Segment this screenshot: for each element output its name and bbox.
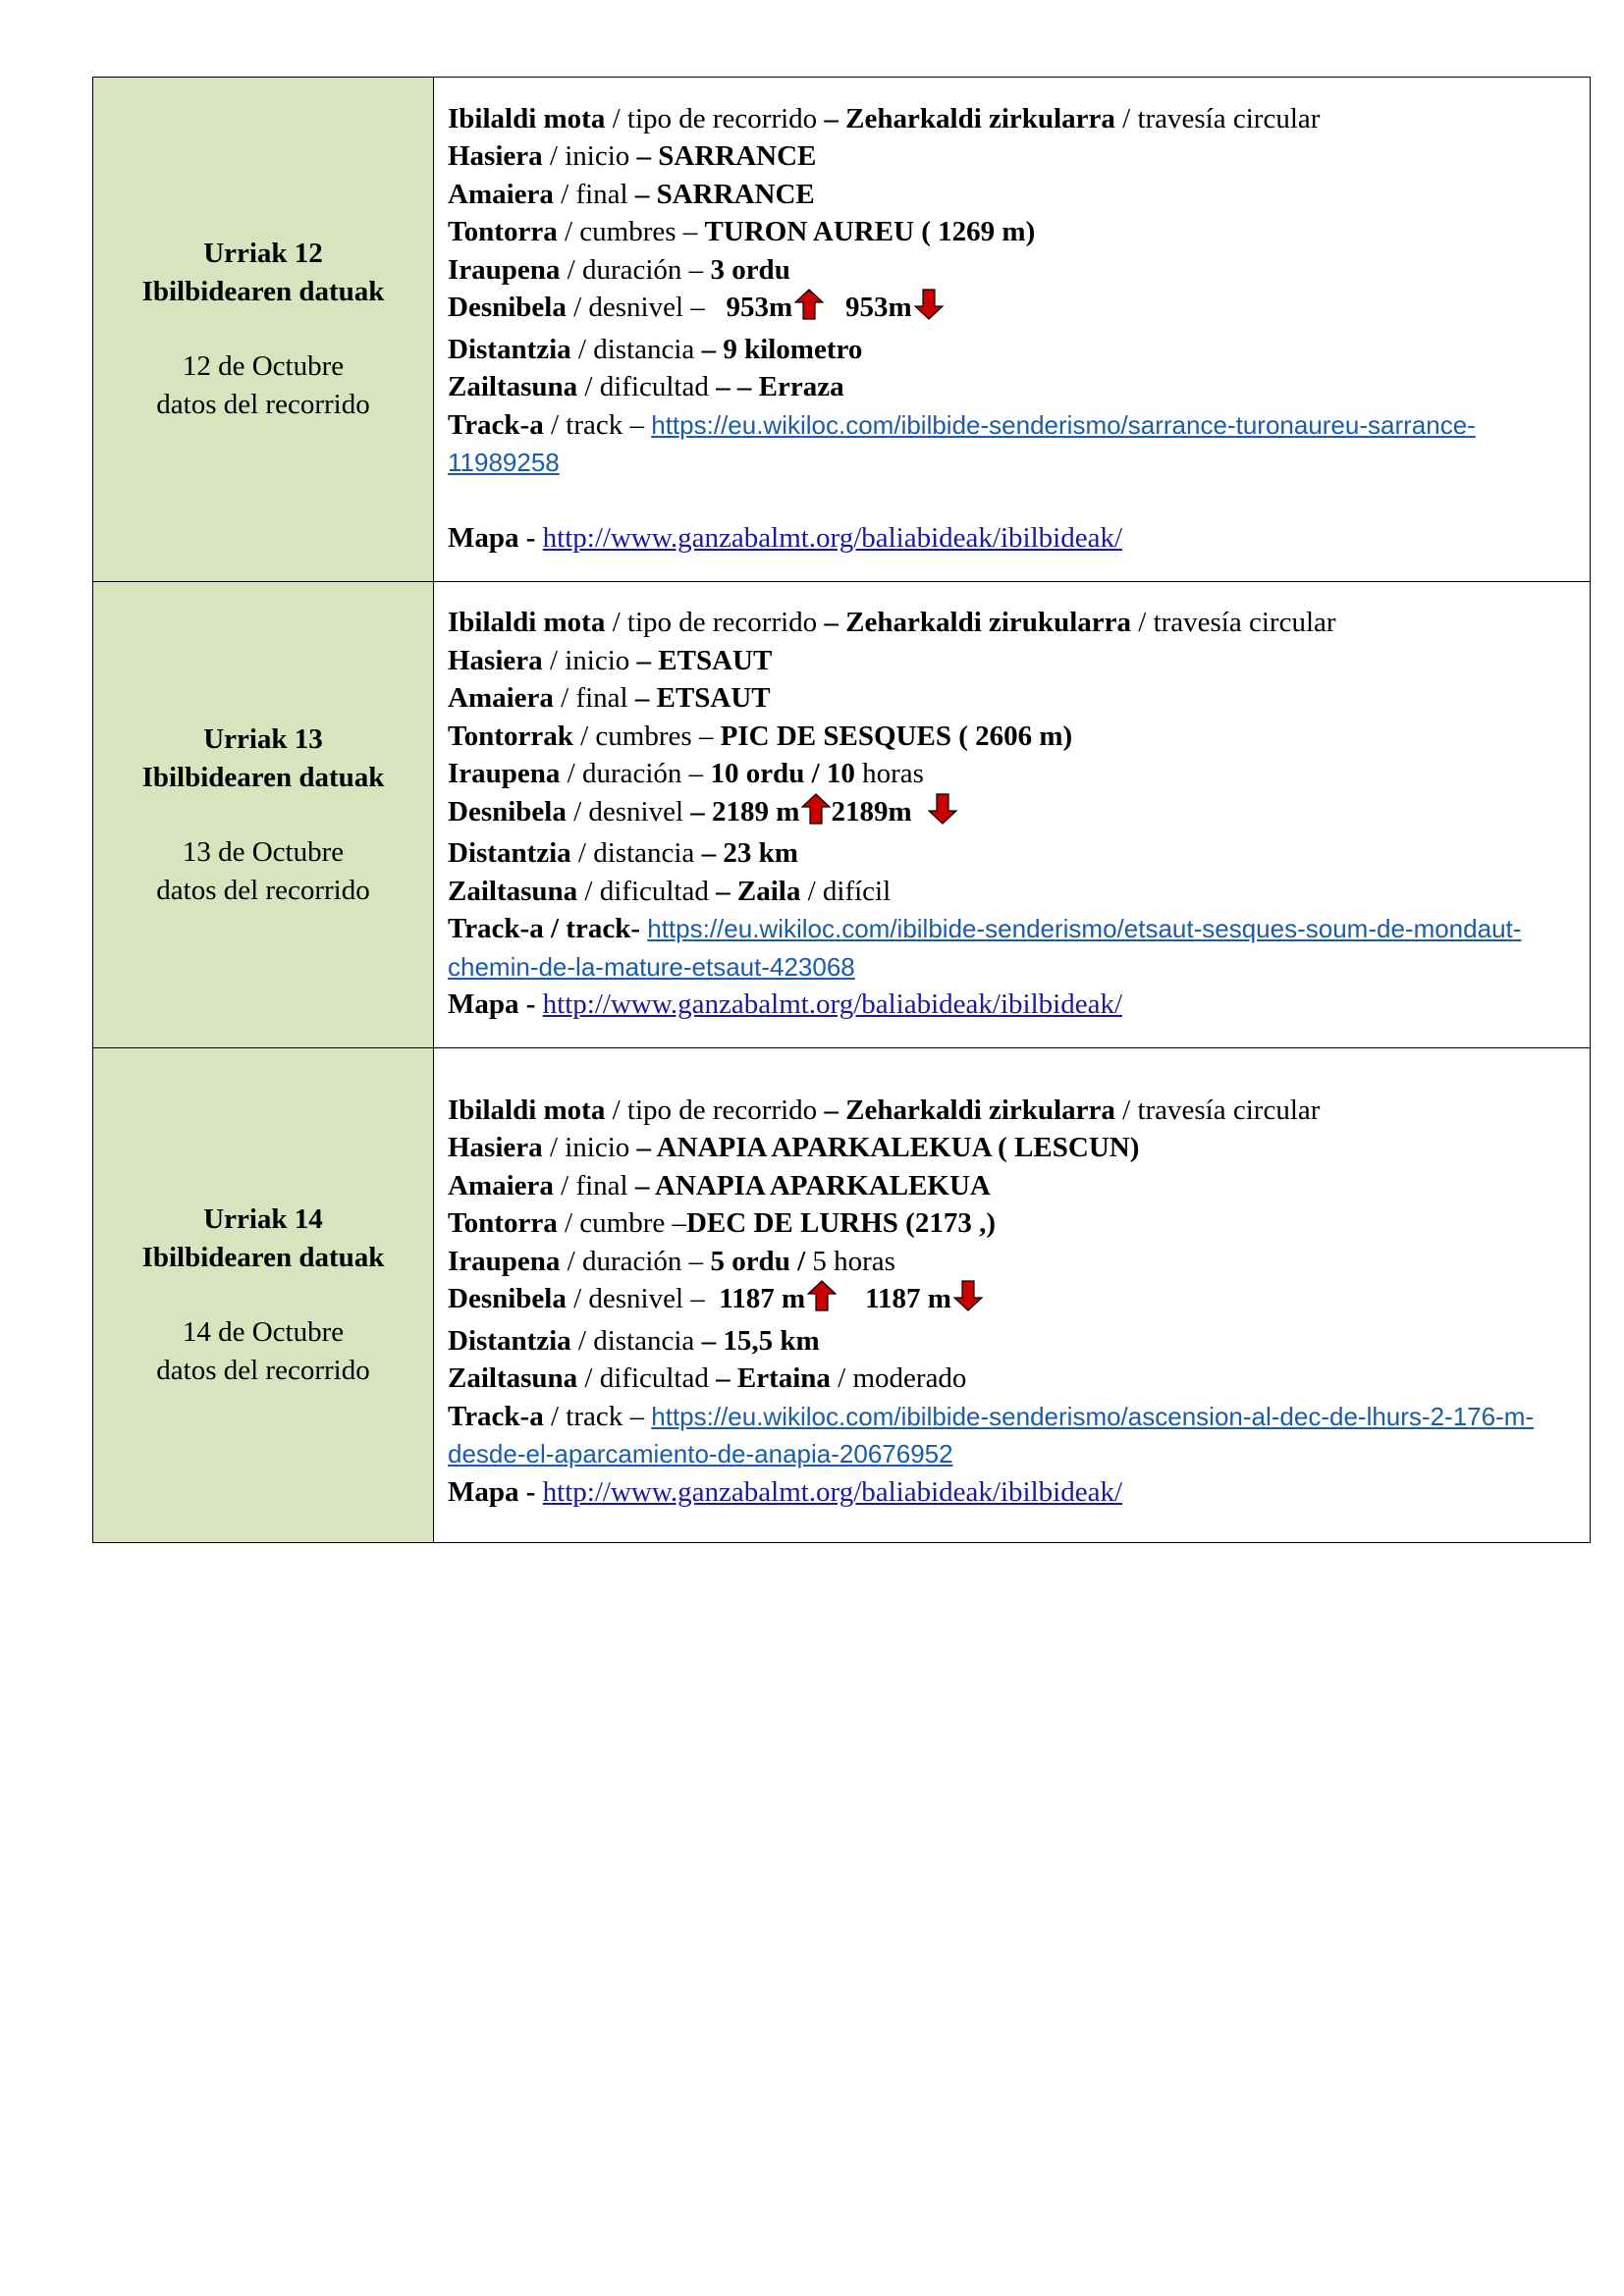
duration-line: Iraupena / duración – 3 ordu bbox=[448, 253, 790, 286]
day-title: Urriak 12 bbox=[203, 238, 323, 269]
routes-table bbox=[92, 77, 1591, 1543]
date-sublabel: datos del recorrido bbox=[156, 389, 370, 420]
date-sublabel: datos del recorrido bbox=[156, 874, 370, 906]
summit-line: Tontorrak / cumbres – PIC DE SESQUES ( 2606 m) bbox=[448, 720, 1073, 752]
route-row-oct-13 bbox=[93, 582, 1591, 1048]
elevation-line: Desnibela / desnivel – 1187 m 1187 m bbox=[448, 1280, 1576, 1322]
elevation-line: Desnibela / desnivel – 953m 953m bbox=[448, 289, 1576, 331]
track-line: Track-a / track- https://eu.wikiloc.com/ibilbide-senderismo/etsaut-sesques-soum-de-mondaut-chemin-de-la-mature-etsaut-423068 bbox=[448, 913, 1522, 982]
map-link[interactable]: http://www.ganzabalmt.org/baliabideak/ibilbideak/ bbox=[542, 521, 1122, 554]
difficulty-line: Zailtasuna / dificultad – Ertaina / moderado bbox=[448, 1362, 967, 1395]
red-down-arrow-icon bbox=[928, 793, 957, 835]
day-cell bbox=[93, 78, 434, 582]
difficulty-line: Zailtasuna / dificultad – Zaila / difícil bbox=[448, 875, 892, 907]
date-label: 12 de Octubre bbox=[182, 350, 345, 382]
map-link[interactable]: http://www.ganzabalmt.org/baliabideak/ibilbideak/ bbox=[542, 988, 1122, 1021]
date-sublabel: datos del recorrido bbox=[156, 1355, 370, 1386]
map-line: Mapa - http://www.ganzabalmt.org/baliabideak/ibilbideak/ bbox=[448, 521, 1122, 554]
map-link[interactable]: http://www.ganzabalmt.org/baliabideak/ibilbideak/ bbox=[542, 1475, 1122, 1508]
start-line: Hasiera / inicio – ANAPIA APARKALEKUA ( LESCUN) bbox=[448, 1132, 1140, 1164]
red-down-arrow-icon bbox=[953, 1280, 983, 1322]
summit-line: Tontorra / cumbre –DEC DE LURHS (2173 ,) bbox=[448, 1207, 996, 1240]
day-subtitle: Ibilbidearen datuak bbox=[141, 1242, 385, 1273]
red-down-arrow-icon bbox=[914, 289, 944, 331]
summit-line: Tontorra / cumbres – TURON AUREU ( 1269 m) bbox=[448, 216, 1036, 248]
day-subtitle: Ibilbidearen datuak bbox=[141, 276, 385, 307]
route-details bbox=[434, 1048, 1591, 1543]
start-line: Hasiera / inicio – SARRANCE bbox=[448, 140, 817, 173]
route-row-oct-14 bbox=[93, 1048, 1591, 1543]
end-line: Amaiera / final – ANAPIA APARKALEKUA bbox=[448, 1169, 991, 1201]
red-up-arrow-icon bbox=[794, 289, 824, 331]
date-label: 13 de Octubre bbox=[182, 835, 345, 868]
route-row-oct-12 bbox=[93, 78, 1591, 582]
distance-line: Distantzia / distancia – 15,5 km bbox=[448, 1324, 820, 1357]
day-subtitle: Ibilbidearen datuak bbox=[141, 761, 385, 793]
route-details bbox=[434, 78, 1591, 582]
day-cell bbox=[93, 582, 434, 1048]
difficulty-line: Zailtasuna / dificultad – – Erraza bbox=[448, 371, 844, 403]
end-line: Amaiera / final – ETSAUT bbox=[448, 682, 771, 715]
track-link[interactable]: https://eu.wikiloc.com/ibilbide-senderismo/sarrance-turonaureu-sarrance-11989258 bbox=[448, 409, 1476, 478]
distance-line: Distantzia / distancia – 9 kilometro bbox=[448, 333, 863, 365]
track-line: Track-a / track – https://eu.wikiloc.com/ibilbide-senderismo/sarrance-turonaureu-sarrance-11989258 bbox=[448, 408, 1476, 478]
route-type-line: Ibilaldi mota / tipo de recorrido – Zeharkaldi zirkularra / travesía circular bbox=[448, 1094, 1321, 1126]
end-line: Amaiera / final – SARRANCE bbox=[448, 178, 815, 210]
route-type-line: Ibilaldi mota / tipo de recorrido – Zeharkaldi zirkularra / travesía circular bbox=[448, 102, 1321, 134]
date-label: 14 de Octubre bbox=[182, 1316, 345, 1348]
day-cell bbox=[93, 1048, 434, 1543]
track-line: Track-a / track – https://eu.wikiloc.com/ibilbide-senderismo/ascension-al-dec-de-lhurs-2-176-m-desde-el-aparcamiento-de-anapia-20676952 bbox=[448, 1400, 1535, 1469]
track-link[interactable]: https://eu.wikiloc.com/ibilbide-senderismo/etsaut-sesques-soum-de-mondaut-chemin-de-la-mature-etsaut-423068 bbox=[448, 914, 1522, 982]
duration-line: Iraupena / duración – 5 ordu / 5 horas bbox=[448, 1245, 895, 1277]
track-link[interactable]: https://eu.wikiloc.com/ibilbide-senderismo/ascension-al-dec-de-lhurs-2-176-m-desde-el-aparcamiento-de-anapia-20676952 bbox=[448, 1401, 1535, 1469]
duration-line: Iraupena / duración – 10 ordu / 10 horas bbox=[448, 758, 924, 790]
day-title: Urriak 13 bbox=[203, 722, 323, 755]
map-line: Mapa - http://www.ganzabalmt.org/baliabideak/ibilbideak/ bbox=[448, 988, 1122, 1021]
route-details bbox=[434, 582, 1591, 1048]
route-type-line: Ibilaldi mota / tipo de recorrido – Zeharkaldi zirukularra / travesía circular bbox=[448, 607, 1336, 639]
distance-line: Distantzia / distancia – 23 km bbox=[448, 837, 798, 870]
day-title: Urriak 14 bbox=[203, 1203, 323, 1235]
red-up-arrow-icon bbox=[807, 1280, 837, 1322]
start-line: Hasiera / inicio – ETSAUT bbox=[448, 644, 773, 676]
red-up-arrow-icon bbox=[801, 793, 831, 835]
map-line: Mapa - http://www.ganzabalmt.org/baliabideak/ibilbideak/ bbox=[448, 1475, 1122, 1508]
elevation-line: Desnibela / desnivel – 2189 m 2189m bbox=[448, 793, 1576, 835]
